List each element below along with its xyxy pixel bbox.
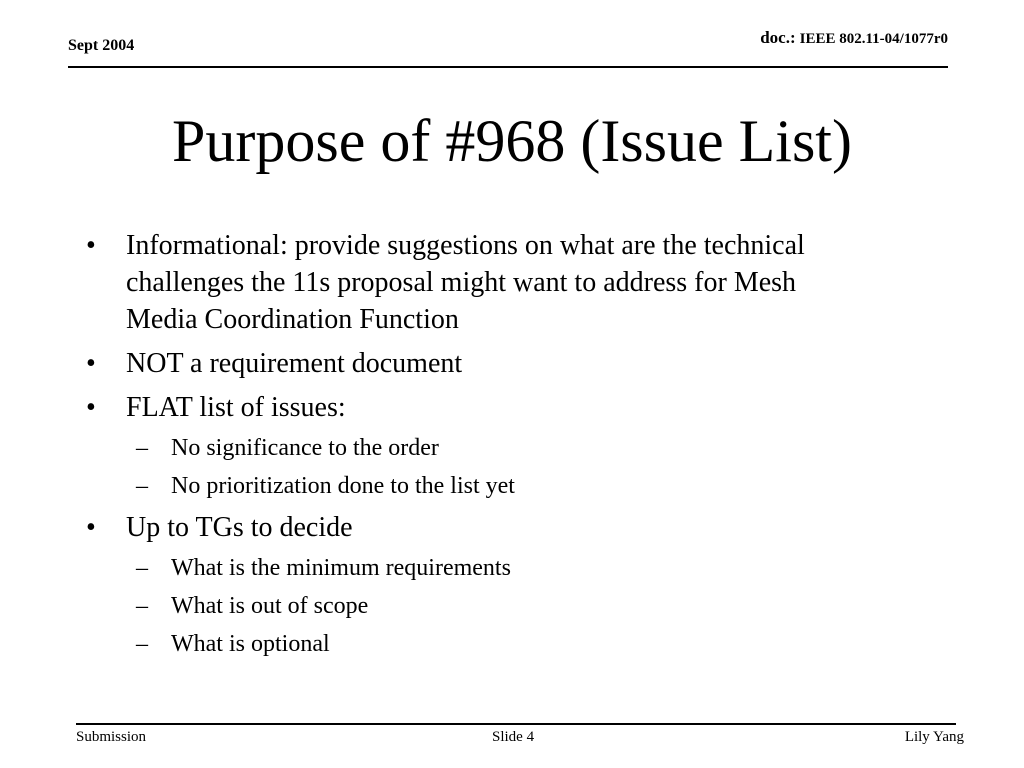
sub-bullet-item <box>136 471 956 502</box>
footer-divider <box>76 723 956 725</box>
doc-number: IEEE 802.11-04/1077r0 <box>799 31 948 47</box>
sub-bullet-text: What is the minimum requirements <box>171 555 511 581</box>
bullet-item <box>86 345 956 382</box>
footer-submission: Submission <box>76 729 147 745</box>
sub-bullet-text: What is out of scope <box>171 593 369 619</box>
bullet-marker: • <box>86 512 96 543</box>
header-date: Sept 2004 <box>68 37 135 54</box>
bullet-marker: • <box>86 230 96 261</box>
header-divider <box>68 66 948 68</box>
bullet-list <box>86 227 956 667</box>
bullet-text: Informational: provide suggestions on what are the technical challenges the 11s proposal might want to address for Mesh Media Coordination Function <box>126 230 805 335</box>
bullet-item <box>86 389 956 426</box>
slide-title: Purpose of #968 (Issue List) <box>172 108 852 174</box>
bullet-item <box>86 227 956 338</box>
sub-bullet-item <box>136 553 956 584</box>
sub-bullet-marker: – <box>136 473 148 499</box>
sub-bullet-text: No prioritization done to the list yet <box>171 473 515 499</box>
sub-bullet-text: What is optional <box>171 631 330 657</box>
sub-bullet-item <box>136 629 956 660</box>
sub-bullet-marker: – <box>136 593 148 619</box>
bullet-text: FLAT list of issues: <box>126 392 346 423</box>
sub-bullet-item <box>136 591 956 622</box>
doc-prefix: doc.: <box>760 28 796 47</box>
bullet-marker: • <box>86 392 96 423</box>
footer-author: Lily Yang <box>904 729 964 745</box>
bullet-text: Up to TGs to decide <box>126 512 353 543</box>
sub-bullet-item <box>136 433 956 464</box>
sub-bullet-marker: – <box>136 631 148 657</box>
sub-bullet-text: No significance to the order <box>171 435 439 461</box>
bullet-text: NOT a requirement document <box>126 348 463 379</box>
sub-bullet-marker: – <box>136 435 148 461</box>
bullet-item <box>86 509 956 546</box>
sub-bullet-marker: – <box>136 555 148 581</box>
header-doc-id <box>760 28 948 48</box>
bullet-marker: • <box>86 348 96 379</box>
slide-number: Slide 4 <box>492 729 535 745</box>
